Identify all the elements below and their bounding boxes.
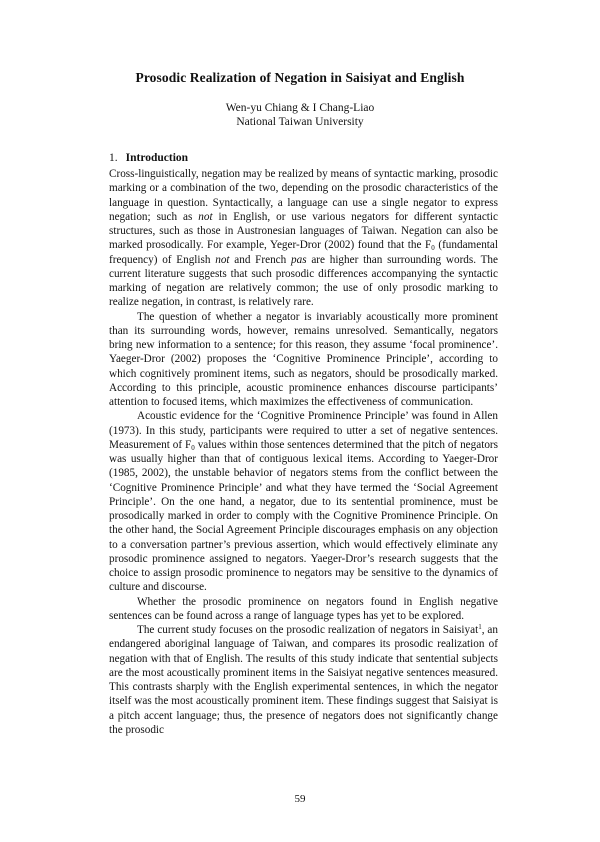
section-title: Introduction	[125, 152, 189, 164]
subscript-zero: 0	[431, 244, 435, 253]
paragraph-4: Whether the prosodic prominence on negators found in English negative sentences can be found across a range of language types has yet to be explored.	[109, 595, 498, 622]
section-heading	[109, 152, 188, 164]
paragraph-3: Acoustic evidence for the ‘Cognitive Prominence Principle’ was found in Allen (1973). In this study, participants were required to utter a set of negative sentences. Measurement of $F_0$ values within those sentences determined that the pitch of negators was usually higher than that of contiguous lexical items. According to Yaeger-Dror (1985, 2002), the unstable behavior of negators stems from the conflict between the ‘Cognitive Prominence Principle’ and what they have termed the ‘Social Agreement Principle’. On the one hand, a negator, due to its sentential prominence, must be prosodically marked in order to comply with the Cognitive Prominence Principle. On the other hand, the Social Agreement Principle discourages emphasis on any objection to a conversation partner’s previous assertion, which would effectively eliminate any prosodic prominence assigned to negators. Yaeger-Dror’s research suggests that the choice to assign prosodic prominence to negators may be sensitive to the dynamics of culture and discourse.	[109, 410, 498, 594]
author-block	[0, 101, 600, 129]
affiliation: National Taiwan University	[236, 116, 364, 128]
footnote-marker: 1	[478, 623, 482, 631]
subscript-zero: 0	[191, 443, 195, 452]
italic-not: not	[215, 253, 230, 266]
page-number: 59	[294, 793, 306, 805]
section-number: 1.	[109, 152, 118, 164]
italic-pas: pas	[291, 253, 307, 266]
paragraph-1: Cross-linguistically, negation may be realized by means of syntactic marking, prosodic marking or a combination of the two, depending on the prosodic characteristics of the language in question. Syntactically, a language can use a single negator to express negation; such as not in English, or use various negators for different syntactic structures, such as those in Austronesian languages of Taiwan. Negation can also be marked prosodically. For example, Yeger-Dror (2002) found that the $F_0$ (fundamental frequency) of English not and French pas are higher than surrounding words. The current literature suggests that such prosodic differences accompanying the syntactic marking of negation are relatively common; the use of only prosodic marking to realize negation, in contrast, is relatively rare.	[109, 168, 498, 309]
authors: Wen-yu Chiang & I Chang-Liao	[225, 102, 375, 114]
paper-title: Prosodic Realization of Negation in Saisiyat and English	[135, 70, 465, 85]
paragraph-5: The current study focuses on the prosodic realization of negators in Saisiyat$^1$, an endangered aboriginal language of Taiwan, and compares its prosodic realization of negation with that of English. The results of this study indicate that sentential subjects are the most acoustically prominent items in the Saisiyat negative sentences measured. This contrasts sharply with the English experimental sentences, in which the negator itself was the most acoustically prominent item. These findings suggest that Saisiyat is a pitch accent language; thus, the presence of negators does not significantly change the prosodic	[109, 623, 498, 736]
paragraph-2: The question of whether a negator is invariably acoustically more prominent than its surrounding words, however, remains unresolved. Semantically, negators bring new information to a sentence; for this reason, they assume ‘focal prominence’. Yaeger-Dror (2002) proposes the ‘Cognitive Prominence Principle’, according to which cognitively prominent items, such as negators, should be prosodically marked. According to this principle, acoustic prominence enhances discourse participants’ attention to focused items, which maximizes the effectiveness of communication.	[109, 310, 498, 408]
italic-not: not	[198, 210, 213, 223]
body-text	[109, 167, 498, 737]
